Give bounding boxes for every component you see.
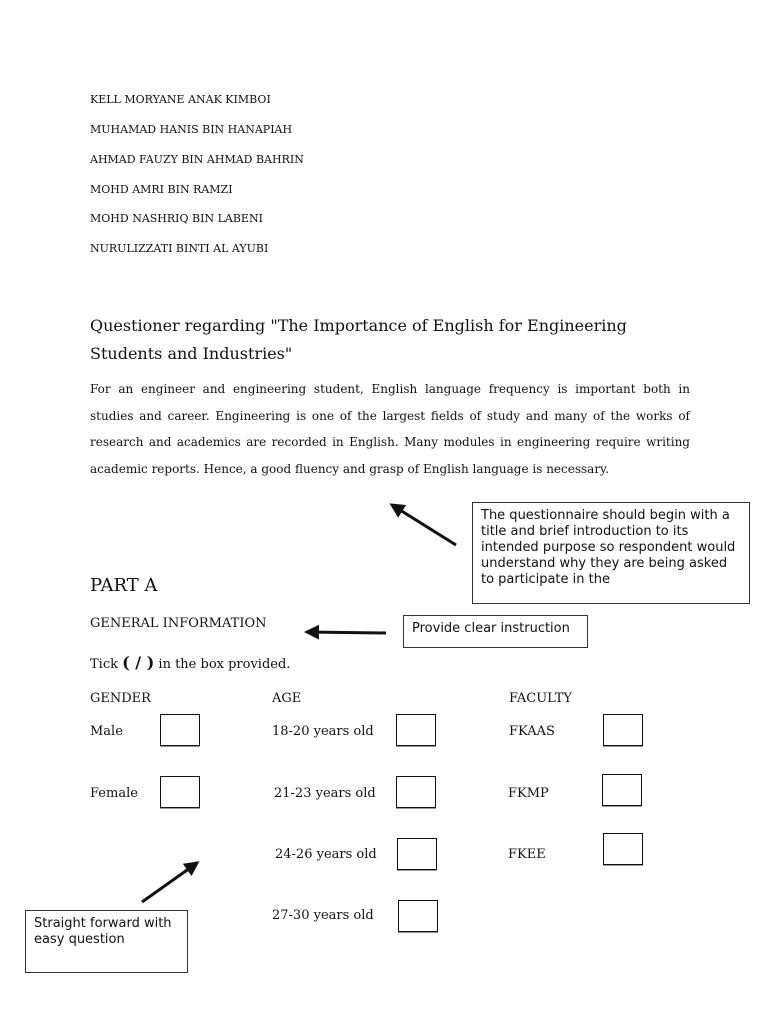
intro-annotation-note: The questionnaire should begin with a title and brief introduction to its intended purpose so respondent would understand why they are being asked to participate in the: [472, 502, 750, 604]
gender-option-female: Female: [90, 786, 138, 801]
general-information-heading: GENERAL INFORMATION: [90, 616, 267, 631]
faculty-option-fkaas: FKAAS: [509, 724, 555, 739]
age-option-24-26: 24-26 years old: [275, 847, 377, 862]
tick-instruction-suffix: in the box provided.: [158, 657, 291, 672]
tick-instruction-prefix: Tick: [90, 657, 118, 672]
faculty-option-fkee: FKEE: [508, 847, 546, 862]
age-option-27-30: 27-30 years old: [272, 908, 374, 923]
tick-mark: ( / ): [122, 653, 155, 672]
author-name-2: MUHAMAD HANIS BIN HANAPIAH: [90, 123, 293, 136]
author-name-5: MOHD NASHRIQ BIN LABENI: [90, 212, 263, 225]
faculty-option-fkmp: FKMP: [508, 786, 549, 801]
gender-option-male: Male: [90, 724, 123, 739]
age-option-21-23: 21-23 years old: [274, 786, 376, 801]
author-name-4: MOHD AMRI BIN RAMZI: [90, 183, 233, 196]
age-option-18-20: 18-20 years old: [272, 724, 374, 739]
instruction-annotation-note: Provide clear instruction: [403, 615, 588, 648]
question-arrow-icon: [142, 863, 197, 902]
author-name-3: AHMAD FAUZY BIN AHMAD BAHRIN: [90, 153, 304, 166]
gender-header: GENDER: [90, 691, 151, 706]
author-name-6: NURULIZZATI BINTI AL AYUBI: [90, 242, 269, 255]
author-name-1: KELL MORYANE ANAK KIMBOI: [90, 93, 271, 106]
intro-arrow-icon: [392, 505, 456, 545]
question-annotation-note: Straight forward with easy question: [25, 910, 188, 973]
age-header: AGE: [272, 691, 302, 706]
intro-paragraph: For an engineer and engineering student, English language frequency is important both in studies and career. Engineering is one of the largest fields of study and many of the works of research and academics are recorded in English. Many modules in engineering require writing academic reports. Hence, a good fluency and grasp of English language is necessary.: [90, 382, 690, 476]
instruction-arrow-icon: [307, 632, 386, 633]
questionnaire-title: Questioner regarding "The Importance of English for Engineering Students and Industries": [90, 316, 627, 363]
faculty-header: FACULTY: [509, 691, 573, 706]
part-a-heading: PART A: [90, 575, 158, 596]
